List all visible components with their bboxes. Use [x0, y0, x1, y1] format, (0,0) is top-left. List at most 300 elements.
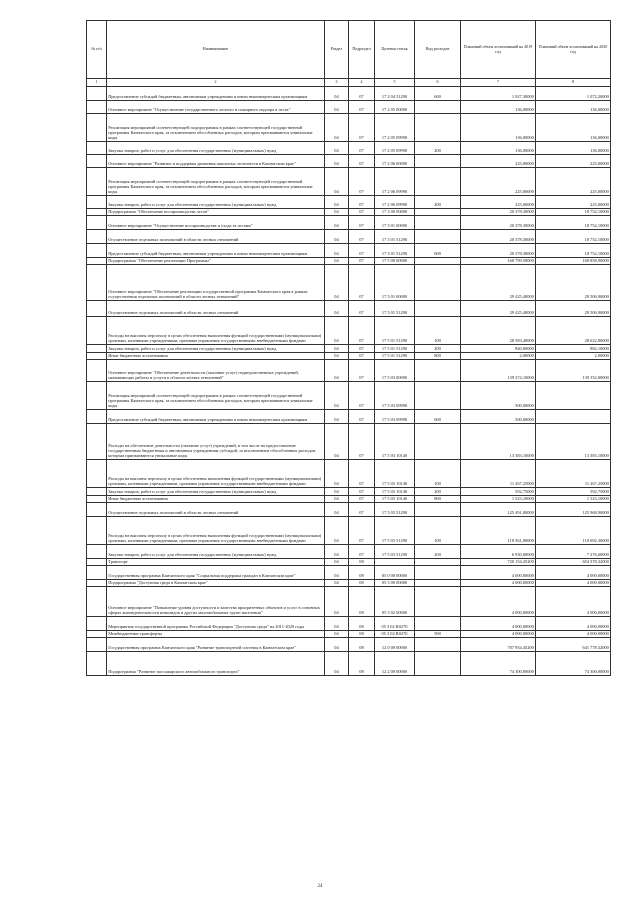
table-row: [87, 155, 611, 168]
column-number: 8: [536, 79, 611, 87]
row-podrazdel: 07: [349, 360, 375, 382]
row-volume-2020: 29 506,90000: [536, 301, 611, 317]
row-target-article: 05 3 00 00000: [375, 580, 415, 587]
column-number: 1: [87, 79, 107, 87]
row-number: [87, 496, 107, 503]
row-expense-type: [415, 216, 461, 230]
table-row: [87, 301, 611, 317]
row-number: [87, 196, 107, 209]
row-razdel: 04: [325, 317, 349, 345]
row-target-article: 17 5 03 51290: [375, 545, 415, 559]
row-volume-2020: 1 523,10000: [536, 496, 611, 503]
row-razdel: 04: [325, 382, 349, 410]
row-volume-2020: 654 378,32000: [536, 559, 611, 566]
row-name: Предоставление субсидий бюджетным, автономным учреждениям и иным некоммерческим организациям: [107, 410, 325, 424]
row-name: Реализация мероприятий соответствующей подпрограммы в рамках соответствующей государственной программы Камчатского края, за исключением обособленных расходов, которым присваиваются уникальные коды: [107, 114, 325, 142]
row-volume-2019: 136,00000: [461, 101, 536, 114]
row-razdel: 04: [325, 488, 349, 496]
row-number: [87, 638, 107, 652]
row-number: [87, 209, 107, 216]
row-volume-2020: 4 000,00000: [536, 566, 611, 580]
row-target-article: 17 5 03 10140: [375, 424, 415, 460]
row-number: [87, 230, 107, 244]
row-name: Подпрограмма "Доступная среда в Камчатском крае": [107, 580, 325, 587]
row-podrazdel: 07: [349, 265, 375, 301]
row-podrazdel: 07: [349, 87, 375, 101]
row-name: Расходы на выплаты персоналу в целях обеспечения выполнения функций государственными (муниципальными) органами, казенными учреждениями, органами управления государственными внебюджетными фондами: [107, 517, 325, 545]
row-razdel: 04: [325, 244, 349, 258]
row-volume-2020: 18 752,10000: [536, 244, 611, 258]
row-expense-type: [415, 503, 461, 517]
row-razdel: 04: [325, 566, 349, 580]
header-number: № п/п: [87, 21, 107, 79]
row-number: [87, 101, 107, 114]
row-podrazdel: 07: [349, 155, 375, 168]
row-razdel: 04: [325, 503, 349, 517]
row-target-article: 05 3 02 R0270: [375, 617, 415, 631]
row-target-article: 17 2 06 00000: [375, 155, 415, 168]
row-number: [87, 155, 107, 168]
row-volume-2019: 125 491,00000: [461, 503, 536, 517]
row-number: [87, 216, 107, 230]
row-podrazdel: 07: [349, 496, 375, 503]
row-podrazdel: 08: [349, 566, 375, 580]
row-podrazdel: 08: [349, 617, 375, 631]
row-razdel: 04: [325, 517, 349, 545]
row-name: Осуществление отдельных полномочий в области лесных отношений: [107, 230, 325, 244]
row-number: [87, 460, 107, 488]
row-number: [87, 382, 107, 410]
row-podrazdel: 08: [349, 652, 375, 676]
row-target-article: 17 5 01 51290: [375, 301, 415, 317]
row-number: [87, 559, 107, 566]
row-target-article: 12 2 00 00000: [375, 652, 415, 676]
row-expense-type: 200: [415, 488, 461, 496]
row-podrazdel: 07: [349, 301, 375, 317]
row-target-article: 05 0 00 00000: [375, 566, 415, 580]
header-target-article: Целевая статья: [375, 21, 415, 79]
table-row: [87, 209, 611, 216]
row-expense-type: [415, 265, 461, 301]
row-volume-2020: 18 752,10000: [536, 230, 611, 244]
column-number: 7: [461, 79, 536, 87]
row-target-article: [375, 559, 415, 566]
table-row: [87, 631, 611, 638]
row-name: Закупка товаров, работ и услуг для обеспечения государственных (муниципальных) нужд: [107, 142, 325, 155]
header-row: [87, 21, 611, 79]
row-volume-2020: 4 000,00000: [536, 580, 611, 587]
table-row: [87, 617, 611, 631]
row-razdel: 04: [325, 155, 349, 168]
row-podrazdel: 08: [349, 587, 375, 617]
row-podrazdel: 07: [349, 142, 375, 155]
row-expense-type: 800: [415, 496, 461, 503]
table-row: [87, 353, 611, 360]
table-row: [87, 230, 611, 244]
row-volume-2019: 168 799,50000: [461, 258, 536, 265]
row-podrazdel: 07: [349, 503, 375, 517]
row-number: [87, 652, 107, 676]
row-volume-2020: 225,00000: [536, 168, 611, 196]
row-name: Предоставление субсидий бюджетным, автономным учреждениям и иным некоммерческим организациям: [107, 244, 325, 258]
row-target-article: 05 3 02 00000: [375, 587, 415, 617]
row-number: [87, 410, 107, 424]
row-number: [87, 631, 107, 638]
row-razdel: 04: [325, 142, 349, 155]
row-target-article: 17 2 06 09990: [375, 168, 415, 196]
row-number: [87, 301, 107, 317]
row-razdel: 04: [325, 101, 349, 114]
budget-table: [86, 20, 611, 676]
row-number: [87, 503, 107, 517]
row-volume-2020: 2,00000: [536, 353, 611, 360]
row-volume-2020: 136,00000: [536, 142, 611, 155]
table-row: [87, 545, 611, 559]
row-target-article: 17 3 01 00000: [375, 216, 415, 230]
row-target-article: 17 5 03 10140: [375, 460, 415, 488]
row-name: Реализация мероприятий соответствующей подпрограммы в рамках соответствующей государственной программы Камчатского края, за исключением обособленных расходов, которым присваиваются уникальные коды: [107, 382, 325, 410]
header-volume-2019: Плановый объем ассигнований на 2019 год: [461, 21, 536, 79]
row-name: Реализация мероприятий соответствующей подпрограммы в рамках соответствующей государственной программы Камчатского края, за исключением обособленных расходов, которым присваиваются уникальные коды: [107, 168, 325, 196]
table-row: [87, 360, 611, 382]
row-volume-2020: [536, 382, 611, 410]
row-volume-2019: 4 000,00000: [461, 566, 536, 580]
row-target-article: 17 3 00 00000: [375, 209, 415, 216]
row-target-article: 17 5 03 10140: [375, 488, 415, 496]
table-row: [87, 410, 611, 424]
row-volume-2019: 139 374,10000: [461, 360, 536, 382]
row-name: Предоставление субсидий бюджетным, автономным учреждениям и иным некоммерческим организациям: [107, 87, 325, 101]
row-number: [87, 114, 107, 142]
row-expense-type: 600: [415, 87, 461, 101]
row-expense-type: [415, 638, 461, 652]
row-target-article: 17 5 01 51290: [375, 345, 415, 353]
table-row: [87, 345, 611, 353]
row-podrazdel: 07: [349, 382, 375, 410]
row-expense-type: [415, 360, 461, 382]
row-podrazdel: 07: [349, 216, 375, 230]
row-volume-2020: 4 000,00000: [536, 617, 611, 631]
row-expense-type: 600: [415, 244, 461, 258]
row-target-article: 17 3 01 51290: [375, 244, 415, 258]
row-podrazdel: 07: [349, 424, 375, 460]
row-razdel: 04: [325, 114, 349, 142]
row-volume-2019: 28 583,40000: [461, 317, 536, 345]
row-target-article: 17 2 05 00000: [375, 101, 415, 114]
row-volume-2020: 7 276,60000: [536, 545, 611, 559]
row-podrazdel: 07: [349, 230, 375, 244]
table-row: [87, 382, 611, 410]
table-row: [87, 517, 611, 545]
row-podrazdel: 08: [349, 580, 375, 587]
row-target-article: 17 5 03 00000: [375, 360, 415, 382]
row-target-article: 17 5 01 00000: [375, 265, 415, 301]
row-podrazdel: 07: [349, 258, 375, 265]
row-volume-2019: 4 000,00000: [461, 580, 536, 587]
row-razdel: 04: [325, 545, 349, 559]
row-volume-2019: 20 378,30000: [461, 230, 536, 244]
row-number: [87, 168, 107, 196]
row-number: [87, 345, 107, 353]
row-podrazdel: 07: [349, 209, 375, 216]
row-name: Иные бюджетные ассигнования: [107, 496, 325, 503]
row-volume-2020: 28 622,80000: [536, 317, 611, 345]
row-volume-2019: 592,75000: [461, 488, 536, 496]
row-razdel: 04: [325, 216, 349, 230]
row-volume-2020: 4 000,00000: [536, 587, 611, 617]
table-row: [87, 587, 611, 617]
row-target-article: 12 0 00 00000: [375, 638, 415, 652]
row-target-article: 17 5 03 09990: [375, 410, 415, 424]
table-row: [87, 196, 611, 209]
row-name: Основное мероприятие "Осуществление воспроизводства и ухода за лесами": [107, 216, 325, 230]
row-volume-2019: 2,00000: [461, 353, 536, 360]
row-name: Государственная программа Камчатского края "Социальная поддержка граждан в Камчатском крае": [107, 566, 325, 580]
column-number: 6: [415, 79, 461, 87]
row-name: Государственная программа Камчатского края "Развитие транспортной системы в Камчатском крае": [107, 638, 325, 652]
table-row: [87, 652, 611, 676]
row-name: Мероприятия государственной программы Российской Федерации "Доступная среда" на 2011-2020 годы: [107, 617, 325, 631]
row-target-article: 17 5 03 51290: [375, 517, 415, 545]
table-body: [87, 87, 611, 676]
row-volume-2020: 125 968,90000: [536, 503, 611, 517]
row-expense-type: [415, 258, 461, 265]
row-name: Подпрограмма "Обеспечение воспроизводства лесов": [107, 209, 325, 216]
table-row: [87, 114, 611, 142]
row-number: [87, 488, 107, 496]
row-name: Закупка товаров, работ и услуг для обеспечения государственных (муниципальных) нужд: [107, 488, 325, 496]
row-podrazdel: 07: [349, 244, 375, 258]
row-volume-2019: 20 378,30000: [461, 244, 536, 258]
row-target-article: 17 2 04 51290: [375, 87, 415, 101]
row-target-article: 17 5 01 51290: [375, 353, 415, 360]
row-expense-type: 200: [415, 345, 461, 353]
row-name: Транспорт: [107, 559, 325, 566]
row-number: [87, 424, 107, 460]
row-expense-type: [415, 301, 461, 317]
row-name: Закупка товаров, работ и услуг для обеспечения государственных (муниципальных) нужд: [107, 345, 325, 353]
row-number: [87, 517, 107, 545]
column-number: 4: [349, 79, 375, 87]
row-expense-type: [415, 209, 461, 216]
row-target-article: 05 3 02 R0270: [375, 631, 415, 638]
row-number: [87, 317, 107, 345]
row-expense-type: 200: [415, 142, 461, 155]
row-volume-2020: 13 383,10000: [536, 424, 611, 460]
row-podrazdel: 07: [349, 196, 375, 209]
row-target-article: 17 2 05 09990: [375, 114, 415, 142]
row-volume-2019: 20 378,30000: [461, 216, 536, 230]
row-name: Основное мероприятие "Осуществление государственного лесного и пожарного надзора в лесах": [107, 101, 325, 114]
row-volume-2020: 168 858,90000: [536, 258, 611, 265]
row-volume-2020: [536, 410, 611, 424]
row-target-article: 17 2 05 09990: [375, 142, 415, 155]
row-volume-2020: 641 778,32000: [536, 638, 611, 652]
row-volume-2019: 225,00000: [461, 155, 536, 168]
row-razdel: 04: [325, 168, 349, 196]
row-podrazdel: 07: [349, 488, 375, 496]
row-podrazdel: 07: [349, 168, 375, 196]
row-name: Подпрограмма "Обеспечение реализации Программы": [107, 258, 325, 265]
header-name: Наименование: [107, 21, 325, 79]
row-podrazdel: 07: [349, 345, 375, 353]
row-podrazdel: 07: [349, 460, 375, 488]
row-name: Закупка товаров, работ и услуг для обеспечения государственных (муниципальных) нужд: [107, 196, 325, 209]
row-expense-type: [415, 230, 461, 244]
row-name: Основное мероприятие "Обеспечение реализации государственной программы Камчатского края в рамках осуществления отдельных полномочий в области лесных отношений": [107, 265, 325, 301]
row-number: [87, 353, 107, 360]
row-podrazdel: 08: [349, 559, 375, 566]
row-razdel: 04: [325, 617, 349, 631]
row-number: [87, 142, 107, 155]
row-volume-2020: 11 267,25000: [536, 460, 611, 488]
table-row: [87, 258, 611, 265]
row-volume-2020: 592,75000: [536, 488, 611, 496]
row-volume-2020: 136,00000: [536, 101, 611, 114]
row-expense-type: 500: [415, 631, 461, 638]
row-volume-2019: 1 027,30000: [461, 87, 536, 101]
row-volume-2019: 74 300,00000: [461, 652, 536, 676]
row-name: Расходы на выплаты персоналу в целях обеспечения выполнения функций государственными (муниципальными) органами, казенными учреждениями, органами управления государственными внебюджетными фондами: [107, 317, 325, 345]
row-expense-type: [415, 617, 461, 631]
row-name: Подпрограмма "Развитие пассажирского автомобильного транспорта": [107, 652, 325, 676]
row-razdel: 04: [325, 631, 349, 638]
row-name: Закупка товаров, работ и услуг для обеспечения государственных (муниципальных) нужд: [107, 545, 325, 559]
header-expense-type: Вид расходов: [415, 21, 461, 79]
row-expense-type: [415, 424, 461, 460]
row-razdel: 04: [325, 209, 349, 216]
row-podrazdel: 07: [349, 353, 375, 360]
page-number: 24: [317, 884, 323, 889]
row-volume-2019: 225,00000: [461, 168, 536, 196]
table-row: [87, 488, 611, 496]
row-volume-2020: 74 300,00000: [536, 652, 611, 676]
row-podrazdel: 07: [349, 101, 375, 114]
row-name: Основное мероприятие "Развитие и поддержка движения школьных лесничеств в Камчатском крае": [107, 155, 325, 168]
row-name: Основное мероприятие "Повышение уровня доступности и качества приоритетных объектов и услуг в основных сферах жизнедеятельности инвалидов и других маломобильных групп населения": [107, 587, 325, 617]
row-volume-2019: 136,00000: [461, 142, 536, 155]
table-row: [87, 317, 611, 345]
table-row: [87, 244, 611, 258]
row-name: Осуществление отдельных полномочий в области лесных отношений: [107, 503, 325, 517]
row-target-article: 17 5 00 00000: [375, 258, 415, 265]
row-expense-type: 600: [415, 410, 461, 424]
row-expense-type: 100: [415, 460, 461, 488]
row-name: Расходы на обеспечение деятельности (оказание услуг) учреждений, в том числе на предоставление государственным бюджетным и автономным учреждениям субсидий, за исключением обособленных расходов, которым присваиваются уникальные коды: [107, 424, 325, 460]
row-expense-type: [415, 101, 461, 114]
row-razdel: 04: [325, 87, 349, 101]
row-number: [87, 265, 107, 301]
row-razdel: 04: [325, 559, 349, 566]
row-target-article: 17 3 01 51290: [375, 230, 415, 244]
row-razdel: 04: [325, 580, 349, 587]
row-expense-type: 200: [415, 545, 461, 559]
column-number-row: [87, 79, 611, 87]
row-podrazdel: 07: [349, 114, 375, 142]
row-razdel: 04: [325, 353, 349, 360]
row-volume-2020: 136,00000: [536, 114, 611, 142]
row-volume-2020: 1 072,20000: [536, 87, 611, 101]
row-name: Осуществление отдельных полномочий в области лесных отношений: [107, 301, 325, 317]
row-razdel: 04: [325, 496, 349, 503]
row-expense-type: [415, 559, 461, 566]
row-podrazdel: 08: [349, 631, 375, 638]
row-expense-type: [415, 652, 461, 676]
row-razdel: 04: [325, 424, 349, 460]
row-name: Основное мероприятие "Обеспечение деятельности (оказание услуг) подведомственных учреждений, оказывающих работы и услуги в области лесных отношений": [107, 360, 325, 382]
row-expense-type: [415, 168, 461, 196]
column-number: 5: [375, 79, 415, 87]
table-row: [87, 566, 611, 580]
row-expense-type: [415, 566, 461, 580]
row-razdel: 04: [325, 345, 349, 353]
row-volume-2020: 882,10000: [536, 345, 611, 353]
row-volume-2020: 118 692,30000: [536, 517, 611, 545]
row-podrazdel: 07: [349, 410, 375, 424]
row-target-article: 17 5 01 51290: [375, 317, 415, 345]
row-name: Расходы на выплаты персоналу в целях обеспечения выполнения функций государственными (муниципальными) органами, казенными учреждениями, органами управления государственными внебюджетными фондами: [107, 460, 325, 488]
table-row: [87, 460, 611, 488]
row-expense-type: [415, 114, 461, 142]
row-volume-2019: 707 954,45200: [461, 638, 536, 652]
table-row: [87, 87, 611, 101]
row-podrazdel: 07: [349, 545, 375, 559]
row-name: Межбюджетные трансферты: [107, 631, 325, 638]
row-volume-2020: 225,00000: [536, 196, 611, 209]
row-expense-type: 200: [415, 196, 461, 209]
row-volume-2019: 4 000,00000: [461, 631, 536, 638]
row-podrazdel: 07: [349, 517, 375, 545]
row-volume-2019: 225,00000: [461, 196, 536, 209]
table-row: [87, 559, 611, 566]
row-expense-type: [415, 382, 461, 410]
row-target-article: 17 5 03 51290: [375, 503, 415, 517]
row-volume-2019: 4 000,00000: [461, 587, 536, 617]
column-number: 3: [325, 79, 349, 87]
row-volume-2019: 720 154,45200: [461, 559, 536, 566]
table-row: [87, 424, 611, 460]
row-number: [87, 566, 107, 580]
row-razdel: 04: [325, 360, 349, 382]
row-expense-type: [415, 580, 461, 587]
row-name: Иные бюджетные ассигнования: [107, 353, 325, 360]
header-razdel: Раздел: [325, 21, 349, 79]
row-number: [87, 258, 107, 265]
row-volume-2019: 500,00000: [461, 382, 536, 410]
header-volume-2020: Плановый объем ассигнований на 2020 год: [536, 21, 611, 79]
row-number: [87, 545, 107, 559]
row-volume-2020: 4 000,00000: [536, 631, 611, 638]
table-row: [87, 101, 611, 114]
row-volume-2019: 13 383,10000: [461, 424, 536, 460]
row-volume-2019: 6 930,00000: [461, 545, 536, 559]
row-razdel: 04: [325, 196, 349, 209]
row-razdel: 04: [325, 301, 349, 317]
row-target-article: 17 2 06 09990: [375, 196, 415, 209]
row-podrazdel: 07: [349, 317, 375, 345]
table-row: [87, 265, 611, 301]
row-razdel: 04: [325, 587, 349, 617]
table-row: [87, 142, 611, 155]
row-volume-2019: 20 378,30000: [461, 209, 536, 216]
row-volume-2020: 18 752,10000: [536, 216, 611, 230]
row-razdel: 04: [325, 460, 349, 488]
row-razdel: 04: [325, 230, 349, 244]
row-razdel: 04: [325, 410, 349, 424]
row-volume-2020: 225,00000: [536, 155, 611, 168]
row-number: [87, 244, 107, 258]
table-row: [87, 216, 611, 230]
